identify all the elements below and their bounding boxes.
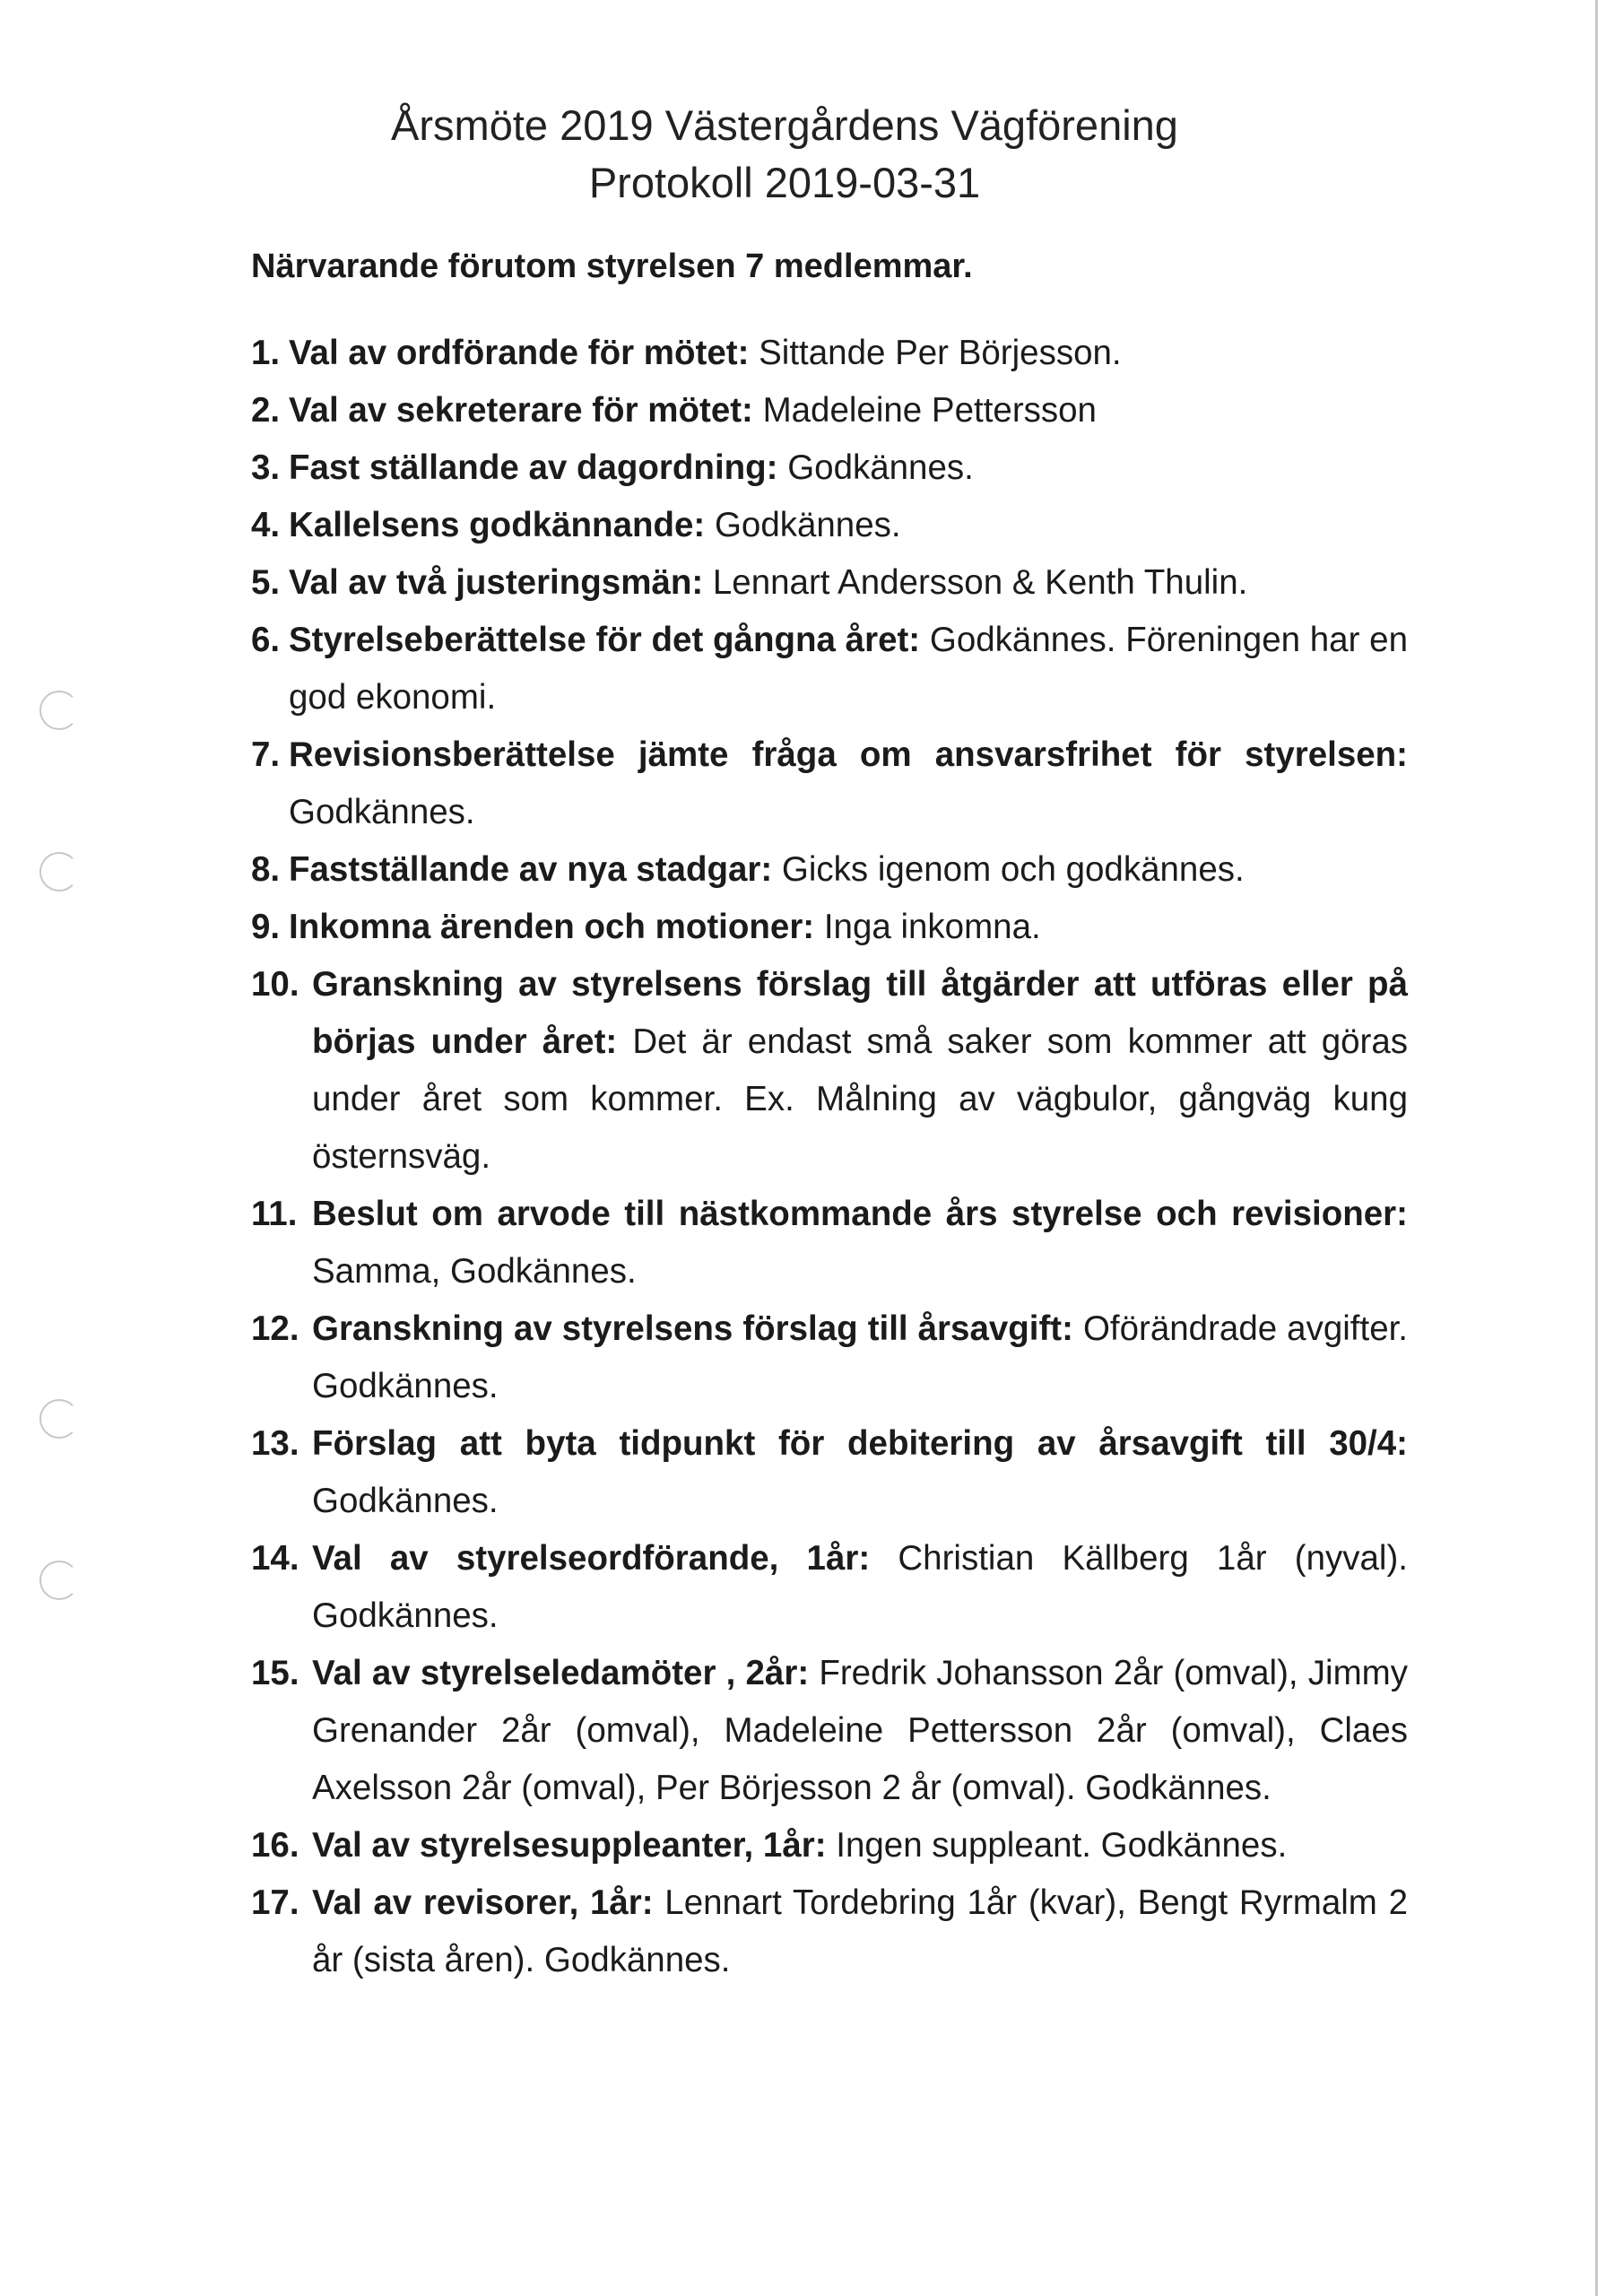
punch-hole — [39, 852, 79, 891]
agenda-item — [251, 1530, 1408, 1645]
document-subtitle: Protokoll 2019-03-31 — [588, 159, 981, 206]
item-label: Granskning av styrelsens förslag till åtgärder att utföras eller på börjas under året: — [312, 965, 1408, 1061]
item-body — [289, 439, 1408, 497]
punch-hole — [39, 691, 79, 730]
item-label: Inkomna ärenden och motioner: — [289, 908, 815, 946]
agenda-item — [251, 1817, 1408, 1874]
item-text: Lennart Tordebring 1år (kvar), Bengt Ryrmalm 2 år (sista åren). Godkännes. — [312, 1883, 1408, 1979]
item-text: Fredrik Johansson 2år (omval), Jimmy Grenander 2år (omval), Madeleine Pettersson 2år (omval), Claes Axelsson 2år (omval), Per Börjesson 2 år (omval). Godkännes. — [312, 1654, 1408, 1807]
page-edge — [1595, 0, 1598, 2296]
agenda-item — [251, 841, 1408, 899]
item-text: Gicks igenom och godkännes. — [772, 850, 1245, 889]
item-text: Inga inkomna. — [814, 908, 1041, 946]
item-body — [308, 1300, 1408, 1415]
agenda-item — [251, 439, 1408, 497]
item-label: Val av styrelseordförande, 1år: — [312, 1539, 871, 1578]
item-label: Val av styrelseledamöter , 2år: — [312, 1654, 810, 1692]
item-number: 3. — [251, 448, 281, 487]
item-body — [289, 325, 1408, 382]
item-number: 13. — [251, 1424, 299, 1463]
agenda-list — [251, 325, 1408, 1989]
item-label: Val av ordförande för mötet: — [289, 334, 750, 372]
item-text: Godkännes. — [289, 793, 475, 831]
item-body — [308, 1645, 1408, 1817]
item-text: Det är endast små saker som kommer att göras under året som kommer. Ex. Målning av vägbulor, gångväg kung östernsväg. — [312, 1022, 1408, 1176]
item-body — [308, 956, 1408, 1186]
agenda-item — [251, 497, 1408, 554]
item-body — [289, 841, 1408, 899]
item-number: 16. — [251, 1826, 299, 1865]
item-label: Kallelsens godkännande: — [289, 506, 706, 544]
attendance-note: Närvarande förutom styrelsen 7 medlemmar. — [251, 248, 973, 285]
document-header — [0, 97, 1569, 212]
agenda-item — [251, 1645, 1408, 1817]
item-number: 15. — [251, 1654, 299, 1692]
agenda-item — [251, 612, 1408, 726]
item-body — [289, 899, 1408, 956]
item-number: 9. — [251, 908, 281, 946]
agenda-item — [251, 1300, 1408, 1415]
item-label: Förslag att byta tidpunkt för debitering av årsavgift till 30/4: — [312, 1424, 1408, 1463]
item-body — [308, 1530, 1408, 1645]
item-text: Godkännes. — [777, 448, 974, 487]
item-text: Sittande Per Börjesson. — [749, 334, 1122, 372]
agenda-item — [251, 726, 1408, 841]
item-number: 12. — [251, 1309, 299, 1348]
item-label: Fastställande av nya stadgar: — [289, 850, 773, 889]
item-label: Beslut om arvode till nästkommande års styrelse och revisioner: — [312, 1195, 1408, 1233]
item-number: 7. — [251, 735, 281, 774]
document-title: Årsmöte 2019 Västergårdens Vägförening — [391, 101, 1178, 149]
item-number: 8. — [251, 850, 281, 889]
item-number: 17. — [251, 1883, 299, 1922]
item-number: 1. — [251, 334, 281, 372]
agenda-item — [251, 554, 1408, 612]
item-number: 10. — [251, 965, 299, 1004]
item-label: Revisionsberättelse jämte fråga om ansvarsfrihet för styrelsen: — [289, 735, 1408, 774]
item-body — [289, 382, 1408, 439]
item-body — [289, 612, 1408, 726]
punch-hole — [39, 1399, 79, 1439]
item-body — [289, 497, 1408, 554]
agenda-item — [251, 899, 1408, 956]
item-number: 2. — [251, 391, 281, 430]
item-text: Lennart Andersson & Kenth Thulin. — [703, 563, 1248, 602]
item-text: Godkännes. — [312, 1482, 499, 1520]
agenda-item — [251, 1415, 1408, 1530]
item-text: Ingen suppleant. Godkännes. — [826, 1826, 1288, 1865]
item-label: Val av revisorer, 1år: — [312, 1883, 654, 1922]
agenda-item — [251, 1186, 1408, 1300]
item-number: 5. — [251, 563, 281, 602]
item-text: Godkännes. Föreningen har en god ekonomi. — [289, 621, 1408, 717]
agenda-item — [251, 382, 1408, 439]
item-body — [308, 1874, 1408, 1989]
item-number: 4. — [251, 506, 281, 544]
item-label: Styrelseberättelse för det gångna året: — [289, 621, 921, 659]
item-label: Val av sekreterare för mötet: — [289, 391, 753, 430]
item-body — [289, 726, 1408, 841]
item-number: 6. — [251, 621, 281, 659]
item-label: Val av två justeringsmän: — [289, 563, 704, 602]
item-body — [308, 1415, 1408, 1530]
item-label: Val av styrelsesuppleanter, 1år: — [312, 1826, 827, 1865]
item-body — [308, 1817, 1408, 1874]
punch-hole — [39, 1561, 79, 1600]
item-text: Christian Källberg 1år (nyval). Godkännes. — [312, 1539, 1408, 1635]
item-text: Oförändrade avgifter. Godkännes. — [312, 1309, 1408, 1405]
item-text: Godkännes. — [705, 506, 901, 544]
item-label: Fast ställande av dagordning: — [289, 448, 778, 487]
item-number: 11. — [251, 1195, 298, 1233]
item-body — [308, 1186, 1408, 1300]
item-number: 14. — [251, 1539, 299, 1578]
agenda-item — [251, 956, 1408, 1186]
agenda-item — [251, 325, 1408, 382]
item-body — [289, 554, 1408, 612]
item-text: Samma, Godkännes. — [312, 1252, 637, 1291]
agenda-item — [251, 1874, 1408, 1989]
item-text: Madeleine Pettersson — [752, 391, 1097, 430]
item-label: Granskning av styrelsens förslag till årsavgift: — [312, 1309, 1073, 1348]
